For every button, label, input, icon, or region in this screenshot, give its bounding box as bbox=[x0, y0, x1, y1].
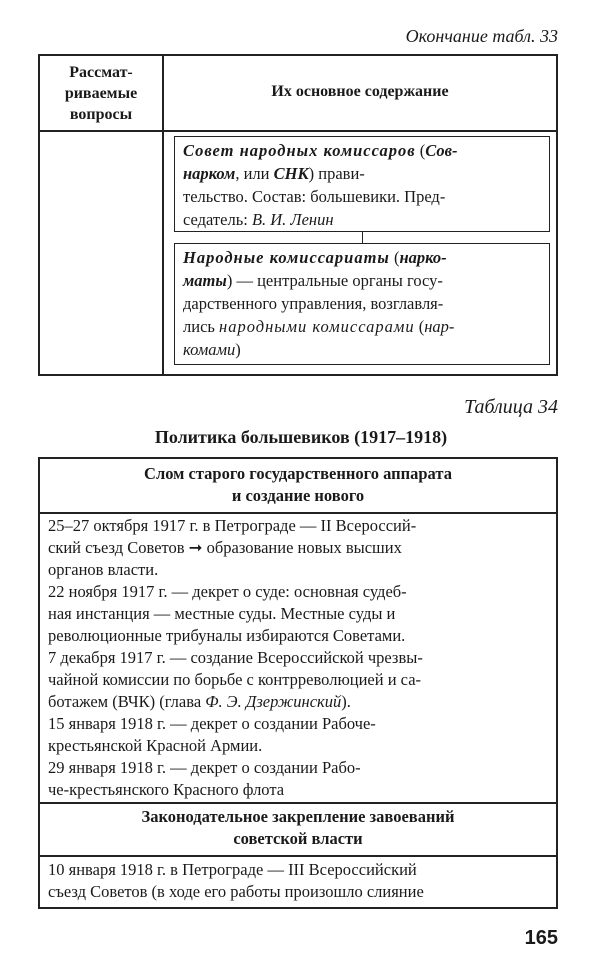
narkomat-desc: — центральные органы госу- дарственного управления, возглавля- лись bbox=[183, 271, 444, 336]
header-content: Их основное содержание bbox=[271, 83, 449, 100]
leader-name: В. И. Ленин bbox=[251, 210, 334, 229]
narkomat-box: Народные комиссариаты (нарко- маты) — центральные органы госу- дарственного управления, возглавля- лись народными комиссарами (нар- комами) bbox=[174, 243, 550, 365]
vchk-text: 7 декабря 1917 г. — создание Всероссийской чрезвы- чайной комиссии по борьбе с контрреволюцией и са- ботажем (ВЧК) (глава bbox=[48, 648, 423, 711]
column-divider bbox=[162, 56, 164, 374]
narkomat-abbr: нарко- маты bbox=[183, 248, 447, 290]
list-item: 29 января 1918 г. — декрет о создании Рабо- че-крестьянского Красного флота bbox=[48, 758, 361, 799]
section-divider bbox=[40, 802, 556, 804]
vchk-tail: ). bbox=[341, 692, 351, 711]
sovnarkom-box: Совет народных комиссаров (Сов- нарком, или СНК) прави- тельство. Состав: большевики. Пред- седатель: В. И. Ленин bbox=[174, 136, 550, 232]
section-header-1: Слом старого государственного аппарата и создание нового bbox=[144, 464, 452, 505]
vchk-head: Ф. Э. Дзержинский bbox=[205, 692, 342, 711]
section-divider bbox=[40, 512, 556, 514]
table-number: Таблица 34 bbox=[464, 396, 558, 418]
section-1-rows bbox=[48, 515, 548, 801]
table-title: Политика большевиков (1917–1918) bbox=[154, 427, 448, 447]
narkom-abbr: нар- комами bbox=[183, 317, 455, 359]
section-header-2: Законодательное закрепление завоеваний советской власти bbox=[141, 807, 455, 848]
sovnarkom-term: Совет народных комиссаров bbox=[183, 141, 416, 160]
section-divider bbox=[40, 855, 556, 857]
or-text: , или bbox=[235, 164, 274, 183]
list-item bbox=[48, 647, 548, 713]
list-item: 25–27 октября 1917 г. в Петрограде — II Всероссий- ский съезд Советов ➞ образование новых высших органов власти. bbox=[48, 516, 417, 579]
page-number: 165 bbox=[524, 927, 558, 949]
section-2-rows bbox=[48, 859, 548, 903]
list-item: 22 ноября 1917 г. — декрет о суде: основная судеб- ная инстанция — местные суды. Местные суды и революционные трибуналы избираются Советами. bbox=[48, 582, 407, 645]
snk-abbr: СНК bbox=[273, 164, 309, 183]
sovnarkom-desc: ) прави- тельство. Состав: большевики. Пред- седатель: bbox=[183, 164, 446, 229]
list-item: 15 января 1918 г. — декрет о создании Рабоче- крестьянской Красной Армии. bbox=[48, 714, 376, 755]
header-questions: Рассмат- риваемые вопросы bbox=[64, 64, 138, 123]
header-divider bbox=[40, 130, 556, 132]
narkom-term: народными комиссарами bbox=[219, 317, 415, 336]
list-item: 10 января 1918 г. в Петрограде — III Всероссийский съезд Советов (в ходе его работы произошло слияние bbox=[48, 860, 424, 901]
continuation-label: Окончание табл. 33 bbox=[405, 26, 558, 46]
sovnarkom-abbr: Сов- нарком bbox=[183, 141, 458, 183]
box-connector bbox=[362, 232, 363, 243]
table-33 bbox=[38, 54, 558, 376]
table-34 bbox=[38, 457, 558, 909]
narkomat-term: Народные комиссариаты bbox=[183, 248, 390, 267]
